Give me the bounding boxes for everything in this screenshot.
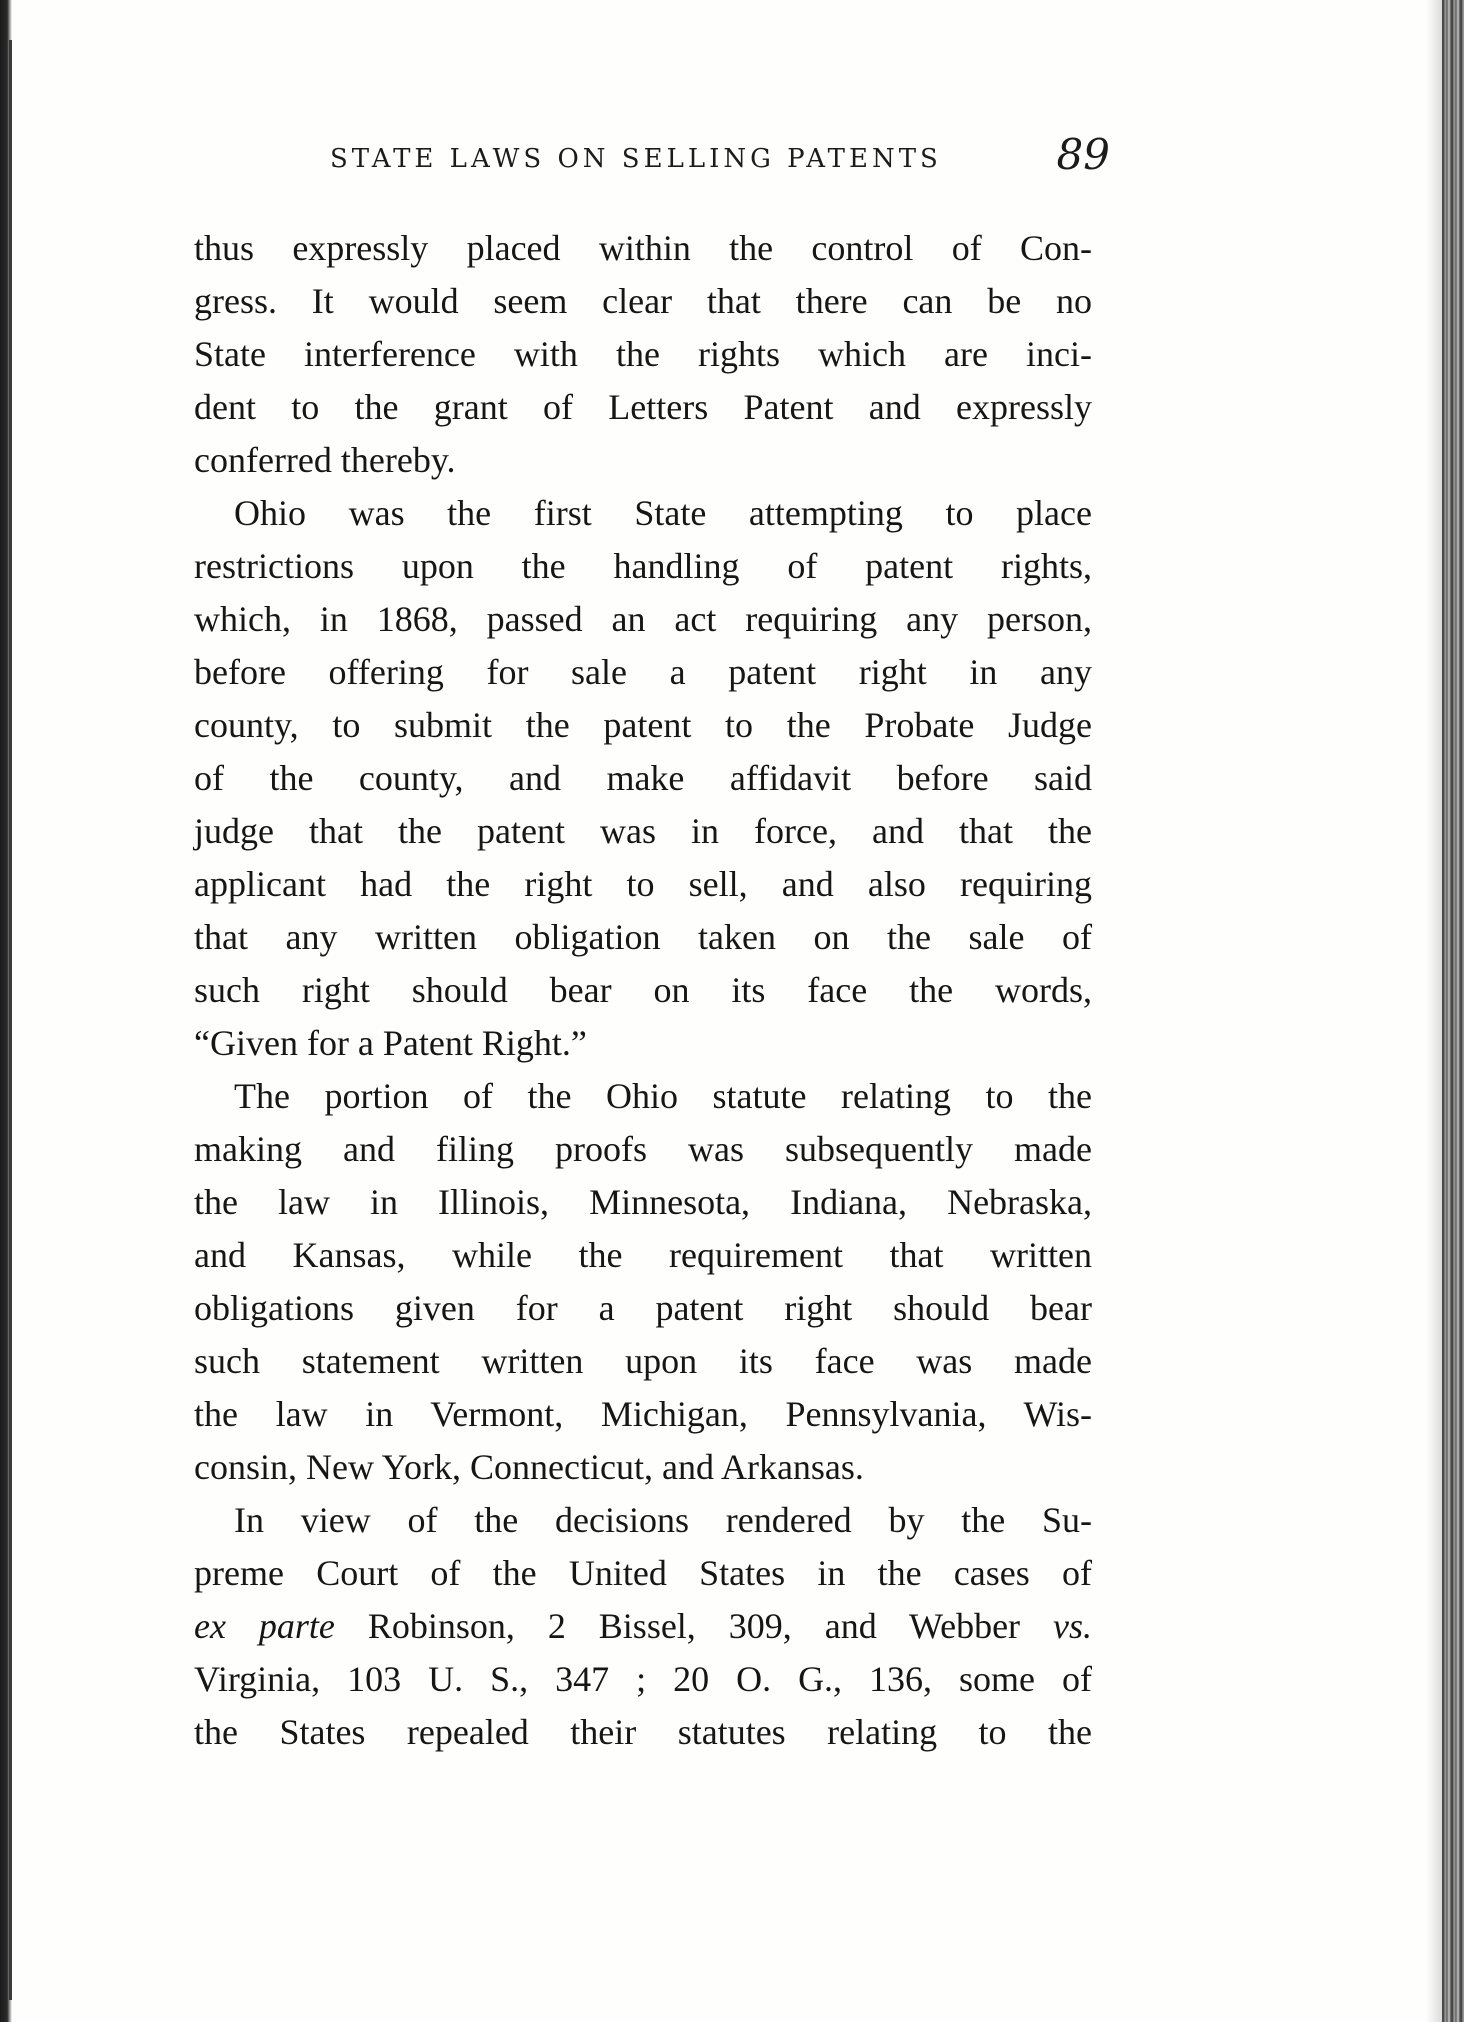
text-line: “Given for a Patent Right.” <box>194 1023 587 1063</box>
text-line: conferred thereby. <box>194 440 456 480</box>
text-line: such statement written upon its face was made <box>194 1341 1092 1381</box>
text-line: the States repealed their statutes relating to the <box>194 1712 1092 1752</box>
text-line: In view of the decisions rendered by the Su- <box>234 1500 1092 1540</box>
gutter-shadow <box>1426 0 1442 2022</box>
text-line: before offering for sale a patent right in any <box>194 652 1092 692</box>
text-line: county, to submit the patent to the Probate Judge <box>194 705 1092 745</box>
text-line: gress. It would seem clear that there can be no <box>194 281 1092 321</box>
text-line: preme Court of the United States in the cases of <box>194 1553 1092 1593</box>
paragraph-4 <box>194 1494 1092 1759</box>
running-title: STATE LAWS ON SELLING PATENTS <box>330 144 942 174</box>
text-line: The portion of the Ohio statute relating to the <box>234 1076 1092 1116</box>
text-line: that any written obligation taken on the sale of <box>194 917 1092 957</box>
text-line: of the county, and make affidavit before said <box>194 758 1092 798</box>
paragraph-1 <box>194 222 1092 487</box>
text-line: restrictions upon the handling of patent rights, <box>194 546 1092 586</box>
page-stack-edge-right <box>1442 0 1464 2022</box>
text-line: applicant had the right to sell, and also requiring <box>194 864 1092 904</box>
page-number: 89 <box>1056 130 1110 179</box>
text-line: making and filing proofs was subsequently made <box>194 1129 1092 1169</box>
paragraph-3 <box>194 1070 1092 1494</box>
text-line-ex-parte <box>194 1600 1092 1653</box>
text-line: dent to the grant of Letters Patent and expressly <box>194 387 1092 427</box>
text-line: Ohio was the first State attempting to place <box>234 493 1092 533</box>
text-line: thus expressly placed within the control of Con- <box>194 228 1092 268</box>
text-line: the law in Illinois, Minnesota, Indiana, Nebraska, <box>194 1182 1092 1222</box>
italic-versus: vs. <box>1053 1606 1092 1646</box>
text-line: judge that the patent was in force, and that the <box>194 811 1092 851</box>
binding-edge-line <box>9 40 12 2000</box>
text-line: which, in 1868, passed an act requiring any person, <box>194 599 1092 639</box>
citation-text: Robinson, 2 Bissel, 309, and Webber <box>334 1606 1053 1646</box>
text-line: the law in Vermont, Michigan, Pennsylvania, Wis- <box>194 1394 1092 1434</box>
body-text <box>194 222 1092 1759</box>
italic-ex-parte: ex parte <box>194 1606 335 1646</box>
text-line: Virginia, 103 U. S., 347 ; 20 O. G., 136, some of <box>194 1659 1092 1699</box>
text-line: and Kansas, while the requirement that written <box>194 1235 1092 1275</box>
paragraph-2 <box>194 487 1092 1070</box>
text-line: State interference with the rights which are inci- <box>194 334 1092 374</box>
text-line: such right should bear on its face the words, <box>194 970 1092 1010</box>
running-head <box>330 130 1110 188</box>
text-line: consin, New York, Connecticut, and Arkansas. <box>194 1447 864 1487</box>
text-line: obligations given for a patent right should bear <box>194 1288 1092 1328</box>
